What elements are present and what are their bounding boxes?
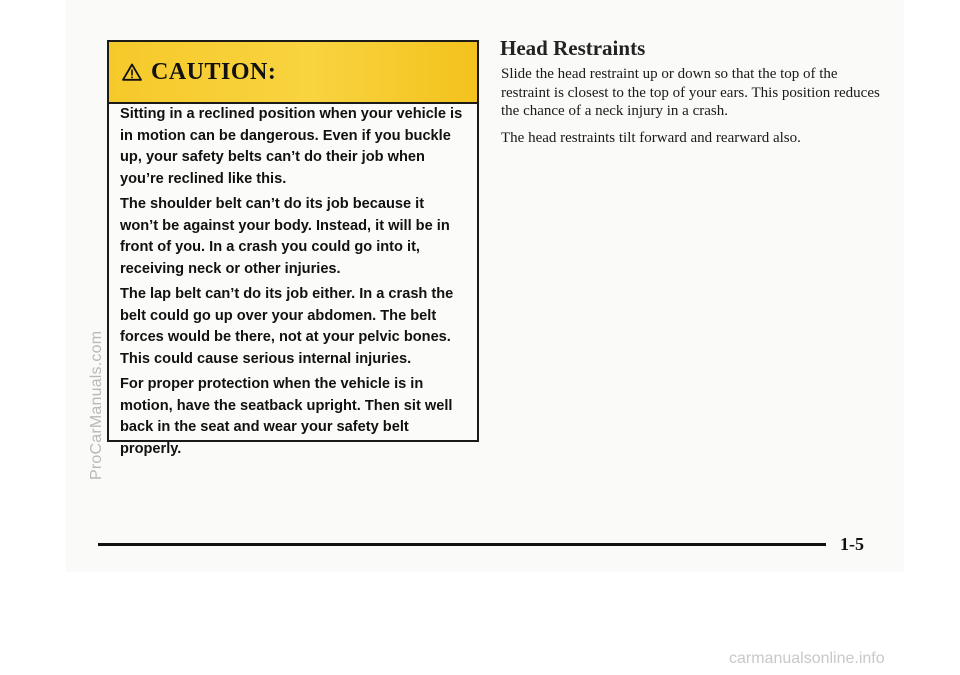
warning-triangle-icon xyxy=(122,63,142,81)
section-paragraph: The head restraints tilt forward and rearward also. xyxy=(501,129,801,146)
footer-rule xyxy=(98,543,826,546)
caution-paragraph: Sitting in a reclined position when your vehicle is in motion can be dangerous. Even if you buckle up, your safety belts can’t do their job when you’re reclined like this. xyxy=(120,106,463,187)
caution-paragraph: The shoulder belt can’t do its job because it won’t be against your body. Instead, it will be in front of you. In a crash you could go into it, receiving neck or other injuries. xyxy=(120,196,450,277)
page-number: 1-5 xyxy=(840,534,864,554)
section-title: Head Restraints xyxy=(500,36,646,60)
caution-header xyxy=(109,42,477,104)
caution-body xyxy=(120,104,463,464)
section-paragraph: Slide the head restraint up or down so that the top of the restraint is closest to the top of your ears. This position reduces the chance of a neck injury in a crash. xyxy=(501,66,880,119)
caution-paragraph: The lap belt can’t do its job either. In a crash the belt could go up over your abdomen. The belt forces would be there, not at your pelvic bones. This could cause serious internal injuries. xyxy=(120,286,454,367)
section-body xyxy=(501,65,881,155)
footer-site-link[interactable]: carmanualsonline.info xyxy=(729,650,885,667)
caution-box xyxy=(107,40,479,457)
side-watermark: ProCarManuals.com xyxy=(88,330,105,480)
caution-title: CAUTION: xyxy=(151,58,277,85)
caution-paragraph: For proper protection when the vehicle is in motion, have the seatback upright. Then sit well back in the seat and wear your safety belt properly. xyxy=(120,376,453,457)
